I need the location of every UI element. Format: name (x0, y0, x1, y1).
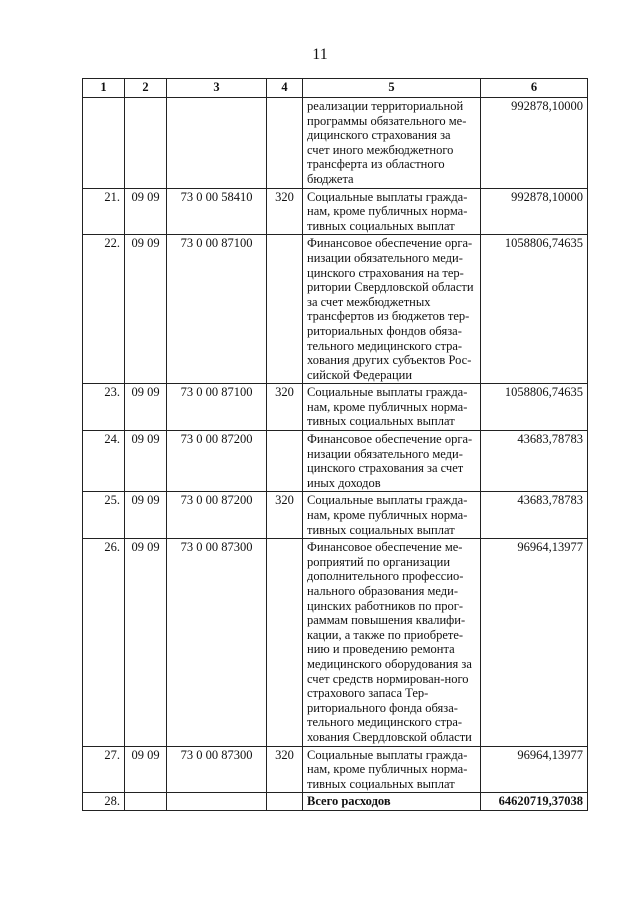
section-code: 09 09 (125, 384, 167, 431)
target-article-code: 73 0 00 87200 (167, 492, 267, 539)
section-code: 09 09 (125, 431, 167, 492)
expense-amount: 43683,78783 (481, 492, 588, 539)
section-code (125, 793, 167, 811)
expense-description: Финансовое обеспечение орга-низации обязательного меди-цинского страхования на тер-ритории Свердловской области за счет межбюджетных трансфертов из бюджетов тер-риториальных фондов обяза-тельного медицинского стра-хования других субъектов Рос-сийской Федерации (303, 235, 481, 384)
expense-description: Социальные выплаты гражда-нам, кроме публичных норма-тивных социальных выплат (303, 384, 481, 431)
target-article-code: 73 0 00 58410 (167, 188, 267, 235)
expense-description: Социальные выплаты гражда-нам, кроме публичных норма-тивных социальных выплат (303, 746, 481, 793)
row-number: 27. (83, 746, 125, 793)
row-number: 22. (83, 235, 125, 384)
column-header: 2 (125, 79, 167, 98)
expense-amount: 992878,10000 (481, 98, 588, 189)
expense-type-code (267, 98, 303, 189)
total-row (83, 793, 588, 811)
column-header: 5 (303, 79, 481, 98)
budget-expenses-table (82, 78, 588, 811)
table-row (83, 98, 588, 189)
expense-description: Финансовое обеспечение орга-низации обязательного меди-цинского страхования за счет иных доходов (303, 431, 481, 492)
section-code: 09 09 (125, 539, 167, 746)
table-row (83, 235, 588, 384)
expense-type-code (267, 235, 303, 384)
table-row (83, 384, 588, 431)
total-amount: 64620719,37038 (481, 793, 588, 811)
table-row (83, 188, 588, 235)
table-row (83, 539, 588, 746)
section-code: 09 09 (125, 235, 167, 384)
row-number: 26. (83, 539, 125, 746)
target-article-code: 73 0 00 87300 (167, 746, 267, 793)
expense-description: Финансовое обеспечение ме-роприятий по организации дополнительного профессио-нального образования меди-цинских работников по прог-раммам повышения квалифи-кации, а также по приобрете-нию и проведению ремонта медицинского оборудования за счет средств нормирован-ного страхового запаса Тер-риториального фонда обяза-тельного медицинского стра-хования Свердловской области (303, 539, 481, 746)
expense-description: Социальные выплаты гражда-нам, кроме публичных норма-тивных социальных выплат (303, 492, 481, 539)
expense-amount: 1058806,74635 (481, 235, 588, 384)
column-header: 6 (481, 79, 588, 98)
table-row (83, 746, 588, 793)
total-label: Всего расходов (303, 793, 481, 811)
expense-amount: 992878,10000 (481, 188, 588, 235)
row-number: 28. (83, 793, 125, 811)
page-number: 11 (312, 46, 328, 63)
row-number (83, 98, 125, 189)
expense-type-code (267, 539, 303, 746)
expense-type-code (267, 793, 303, 811)
expense-type-code (267, 431, 303, 492)
expense-amount: 43683,78783 (481, 431, 588, 492)
target-article-code (167, 98, 267, 189)
column-header: 4 (267, 79, 303, 98)
table-header-row (83, 79, 588, 98)
expense-amount: 1058806,74635 (481, 384, 588, 431)
section-code: 09 09 (125, 492, 167, 539)
table-row (83, 431, 588, 492)
target-article-code: 73 0 00 87100 (167, 384, 267, 431)
table-row (83, 492, 588, 539)
expense-type-code: 320 (267, 188, 303, 235)
expense-type-code: 320 (267, 492, 303, 539)
expense-description: реализации территориальной программы обязательного ме-дицинского страхования за счет иного межбюджетного трансферта из областного бюджета (303, 98, 481, 189)
column-header: 3 (167, 79, 267, 98)
row-number: 25. (83, 492, 125, 539)
column-header: 1 (83, 79, 125, 98)
expense-amount: 96964,13977 (481, 746, 588, 793)
target-article-code: 73 0 00 87300 (167, 539, 267, 746)
target-article-code (167, 793, 267, 811)
expense-type-code: 320 (267, 384, 303, 431)
target-article-code: 73 0 00 87100 (167, 235, 267, 384)
row-number: 24. (83, 431, 125, 492)
section-code (125, 98, 167, 189)
expense-type-code: 320 (267, 746, 303, 793)
row-number: 23. (83, 384, 125, 431)
expense-amount: 96964,13977 (481, 539, 588, 746)
expense-description: Социальные выплаты гражда-нам, кроме публичных норма-тивных социальных выплат (303, 188, 481, 235)
target-article-code: 73 0 00 87200 (167, 431, 267, 492)
section-code: 09 09 (125, 188, 167, 235)
section-code: 09 09 (125, 746, 167, 793)
row-number: 21. (83, 188, 125, 235)
